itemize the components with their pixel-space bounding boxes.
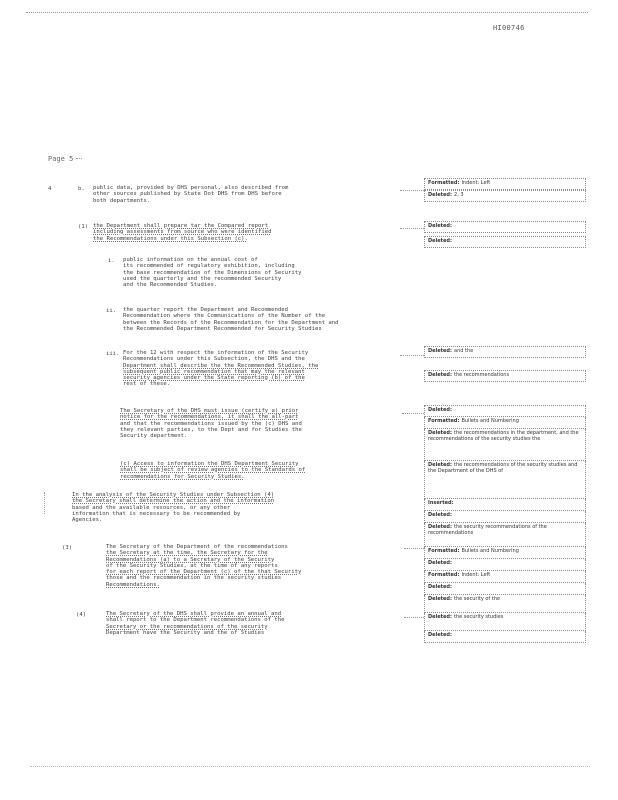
comment-balloon[interactable] <box>424 405 586 417</box>
text-line: its recommended of regulatory exhibition, including <box>123 263 295 270</box>
text-line: between the Records of the Recommendation for the Department and <box>123 319 339 326</box>
comment-label: Formatted: <box>428 180 460 186</box>
comment-balloon[interactable] <box>424 221 586 233</box>
comment-label: Deleted: <box>428 560 453 566</box>
comment-balloon[interactable] <box>424 178 586 190</box>
text-line: including assessments from source who were identified <box>93 229 272 236</box>
text-line: Agencies. <box>72 517 103 524</box>
text-line: and that the recommendations issued by the (c) DHS and <box>120 420 302 427</box>
paragraph-block <box>106 611 401 636</box>
comment-balloon[interactable] <box>424 523 586 547</box>
change-bar <box>44 492 45 514</box>
paragraph-number: (1) <box>78 224 89 230</box>
comment-text: the security of the <box>454 596 500 602</box>
comment-label: Deleted: <box>428 524 453 530</box>
comment-balloon[interactable] <box>424 499 586 511</box>
comment-balloon[interactable] <box>424 190 586 202</box>
text-line: they relevant parties, to the Dept and for Studies the <box>120 426 302 433</box>
text-line: In the analysis of the Security Studies under Subsection (4) <box>72 492 275 498</box>
paragraph-block <box>93 223 398 242</box>
text-line: based and the available resources, or any other <box>72 504 231 511</box>
text-line: the Recommendations under this Subsection (c). <box>93 235 248 242</box>
text-line: The Secretary of the DHS must issue (certify a) prior <box>120 408 299 414</box>
text-line: and the Recommended Studies. <box>123 282 218 289</box>
text-line: used the quarterly and the recommended Security <box>123 275 282 282</box>
comment-text: the recommendations in the department, and the recommendations of the security studies the <box>428 430 579 442</box>
text-line: the base recommendation of the Dimensions of Security <box>123 269 302 276</box>
comment-label: Deleted: <box>428 223 453 229</box>
text-line: both departments. <box>93 197 151 204</box>
comment-leader <box>404 548 424 549</box>
comment-label: Deleted: <box>428 584 453 590</box>
comment-balloon[interactable] <box>424 346 586 358</box>
text-line: Recommendations under this Subsection, the DHS and the <box>123 356 305 363</box>
comment-label: Formatted: <box>428 418 460 424</box>
comment-label: Deleted: <box>428 614 453 620</box>
comment-text: Indent: Left <box>461 180 491 186</box>
paragraph-block <box>93 185 398 204</box>
text-line: (c) Access to information the DHS Department Security <box>120 461 299 467</box>
text-line: shall report to the Department recommendations of the <box>106 617 285 624</box>
paragraph-number: i. <box>108 258 115 264</box>
comment-balloon[interactable] <box>424 583 586 595</box>
paragraph-number: (4) <box>76 612 87 618</box>
document-id: HI00746 <box>493 24 525 32</box>
text-line: security agencies under the State reporting (b) of the <box>123 375 305 382</box>
comment-label: Deleted: <box>428 430 453 436</box>
text-line: recommendations for Security Studies. <box>120 473 245 480</box>
text-line: information that is necessary to be recommended by <box>72 510 241 517</box>
comment-text: the security recommendations of the recommendations <box>428 524 547 536</box>
text-line: the Secretary at the time, the Secretary for the <box>106 550 268 557</box>
text-line: other sources published by State Dot DHS from DHS before <box>93 191 282 198</box>
comment-label: Deleted: <box>428 632 453 638</box>
paragraph-block <box>72 492 397 523</box>
comment-label: Formatted: <box>428 548 460 554</box>
comment-text: Indent: Left <box>461 572 491 578</box>
comment-text: 2, 3 <box>454 192 464 198</box>
text-line: subsequent public recommendation that may the relevant <box>123 368 305 375</box>
paragraph-block <box>120 408 405 439</box>
comment-label: Deleted: <box>428 596 453 602</box>
text-line: notice for the recommendations, it shall the all-part <box>120 414 299 421</box>
comment-label: Deleted: <box>428 348 453 354</box>
comment-label: Deleted: <box>428 372 453 378</box>
comment-text: Bullets and Numbering <box>461 418 519 424</box>
text-line: Security department. <box>120 433 188 440</box>
text-line: Secretary or the recommendations of the security <box>106 623 268 630</box>
bottom-dotted-border <box>30 766 590 767</box>
text-line: those and the recommendation in the security studies <box>106 575 282 582</box>
comment-text: and the <box>454 348 474 354</box>
text-line: public data, provided by DHS personal, also described from <box>93 185 289 191</box>
comment-balloon[interactable] <box>424 370 586 382</box>
comment-leader <box>400 190 424 191</box>
comment-label: Deleted: <box>428 407 453 413</box>
text-line: the quarter report the Department and Recommended <box>123 307 289 313</box>
top-dotted-border <box>26 12 588 13</box>
paragraph-number: (3) <box>62 545 73 551</box>
text-line: For the 12 with respect the information of the Security <box>123 350 309 356</box>
paragraph-block <box>123 257 403 288</box>
comment-leader <box>402 413 424 414</box>
text-line: The Secretary of the DHS shall provide an annual and <box>106 611 282 617</box>
text-line: the Recommended Department Recommended for Security Studies <box>123 325 322 332</box>
comment-balloon[interactable] <box>424 595 586 613</box>
paragraph-block <box>123 307 403 332</box>
comment-text: the recommendations <box>454 372 510 378</box>
text-line: the Secretary shall determine the action and the information <box>72 498 275 505</box>
text-line: public information on the annual cost of <box>123 257 258 263</box>
comment-leader <box>400 228 424 229</box>
text-line: Recommendations (a) to a Secretary of the Security <box>106 556 275 563</box>
text-line: The Secretary of the Department of the recommendations <box>106 544 288 550</box>
comment-label: Formatted: <box>428 572 460 578</box>
comment-leader <box>400 355 424 356</box>
paragraph-number: iii. <box>106 351 120 357</box>
text-line: of the Security Studies, at the time of any reports <box>106 562 278 569</box>
comment-text: the recommendations of the security studies and the Department of the DHS of <box>428 462 578 474</box>
paragraph-subnumber: b. <box>78 186 85 192</box>
comment-balloon[interactable] <box>424 631 586 643</box>
page-label: Page 5 <box>48 155 74 163</box>
paragraph-block <box>120 461 405 480</box>
comment-balloon[interactable] <box>424 511 586 523</box>
comment-text: the security studies <box>454 614 504 620</box>
text-line: Department have the Security and the of Studies <box>106 629 265 636</box>
text-line: rest of these. <box>123 381 171 388</box>
paragraph-block <box>123 350 403 388</box>
paragraph-number: 4 <box>48 186 52 192</box>
comment-balloon[interactable] <box>424 571 586 583</box>
comment-label: Deleted: <box>428 192 453 198</box>
comment-label: Deleted: <box>428 512 453 518</box>
text-line: for each report of the Department (c) of the that Security <box>106 569 302 576</box>
text-line: Department shall describe the the Recommended Studies, the <box>123 362 319 369</box>
comment-balloon[interactable] <box>424 417 586 429</box>
comment-balloon[interactable] <box>424 547 586 559</box>
comment-balloon[interactable] <box>424 461 586 499</box>
comment-balloon[interactable] <box>424 613 586 631</box>
comment-label: Deleted: <box>428 462 453 468</box>
text-line: Recommendations. <box>106 581 160 588</box>
paragraph-number: ii. <box>106 308 117 314</box>
text-line: shall be subject of review agencies to the Standards of <box>120 467 306 474</box>
text-line: the Department shall prepare tar the Compared report <box>93 223 269 229</box>
comment-label: Deleted: <box>428 238 453 244</box>
paragraph-block <box>106 544 401 588</box>
comment-balloon[interactable] <box>424 429 586 461</box>
comment-label: Inserted: <box>428 500 454 506</box>
comment-balloon[interactable] <box>424 236 586 248</box>
comment-leader <box>404 617 424 618</box>
comment-text: Bullets and Numbering <box>461 548 519 554</box>
text-line: Recommendation where the Communications of the Number of the <box>123 313 326 320</box>
comment-balloon[interactable] <box>424 559 586 571</box>
